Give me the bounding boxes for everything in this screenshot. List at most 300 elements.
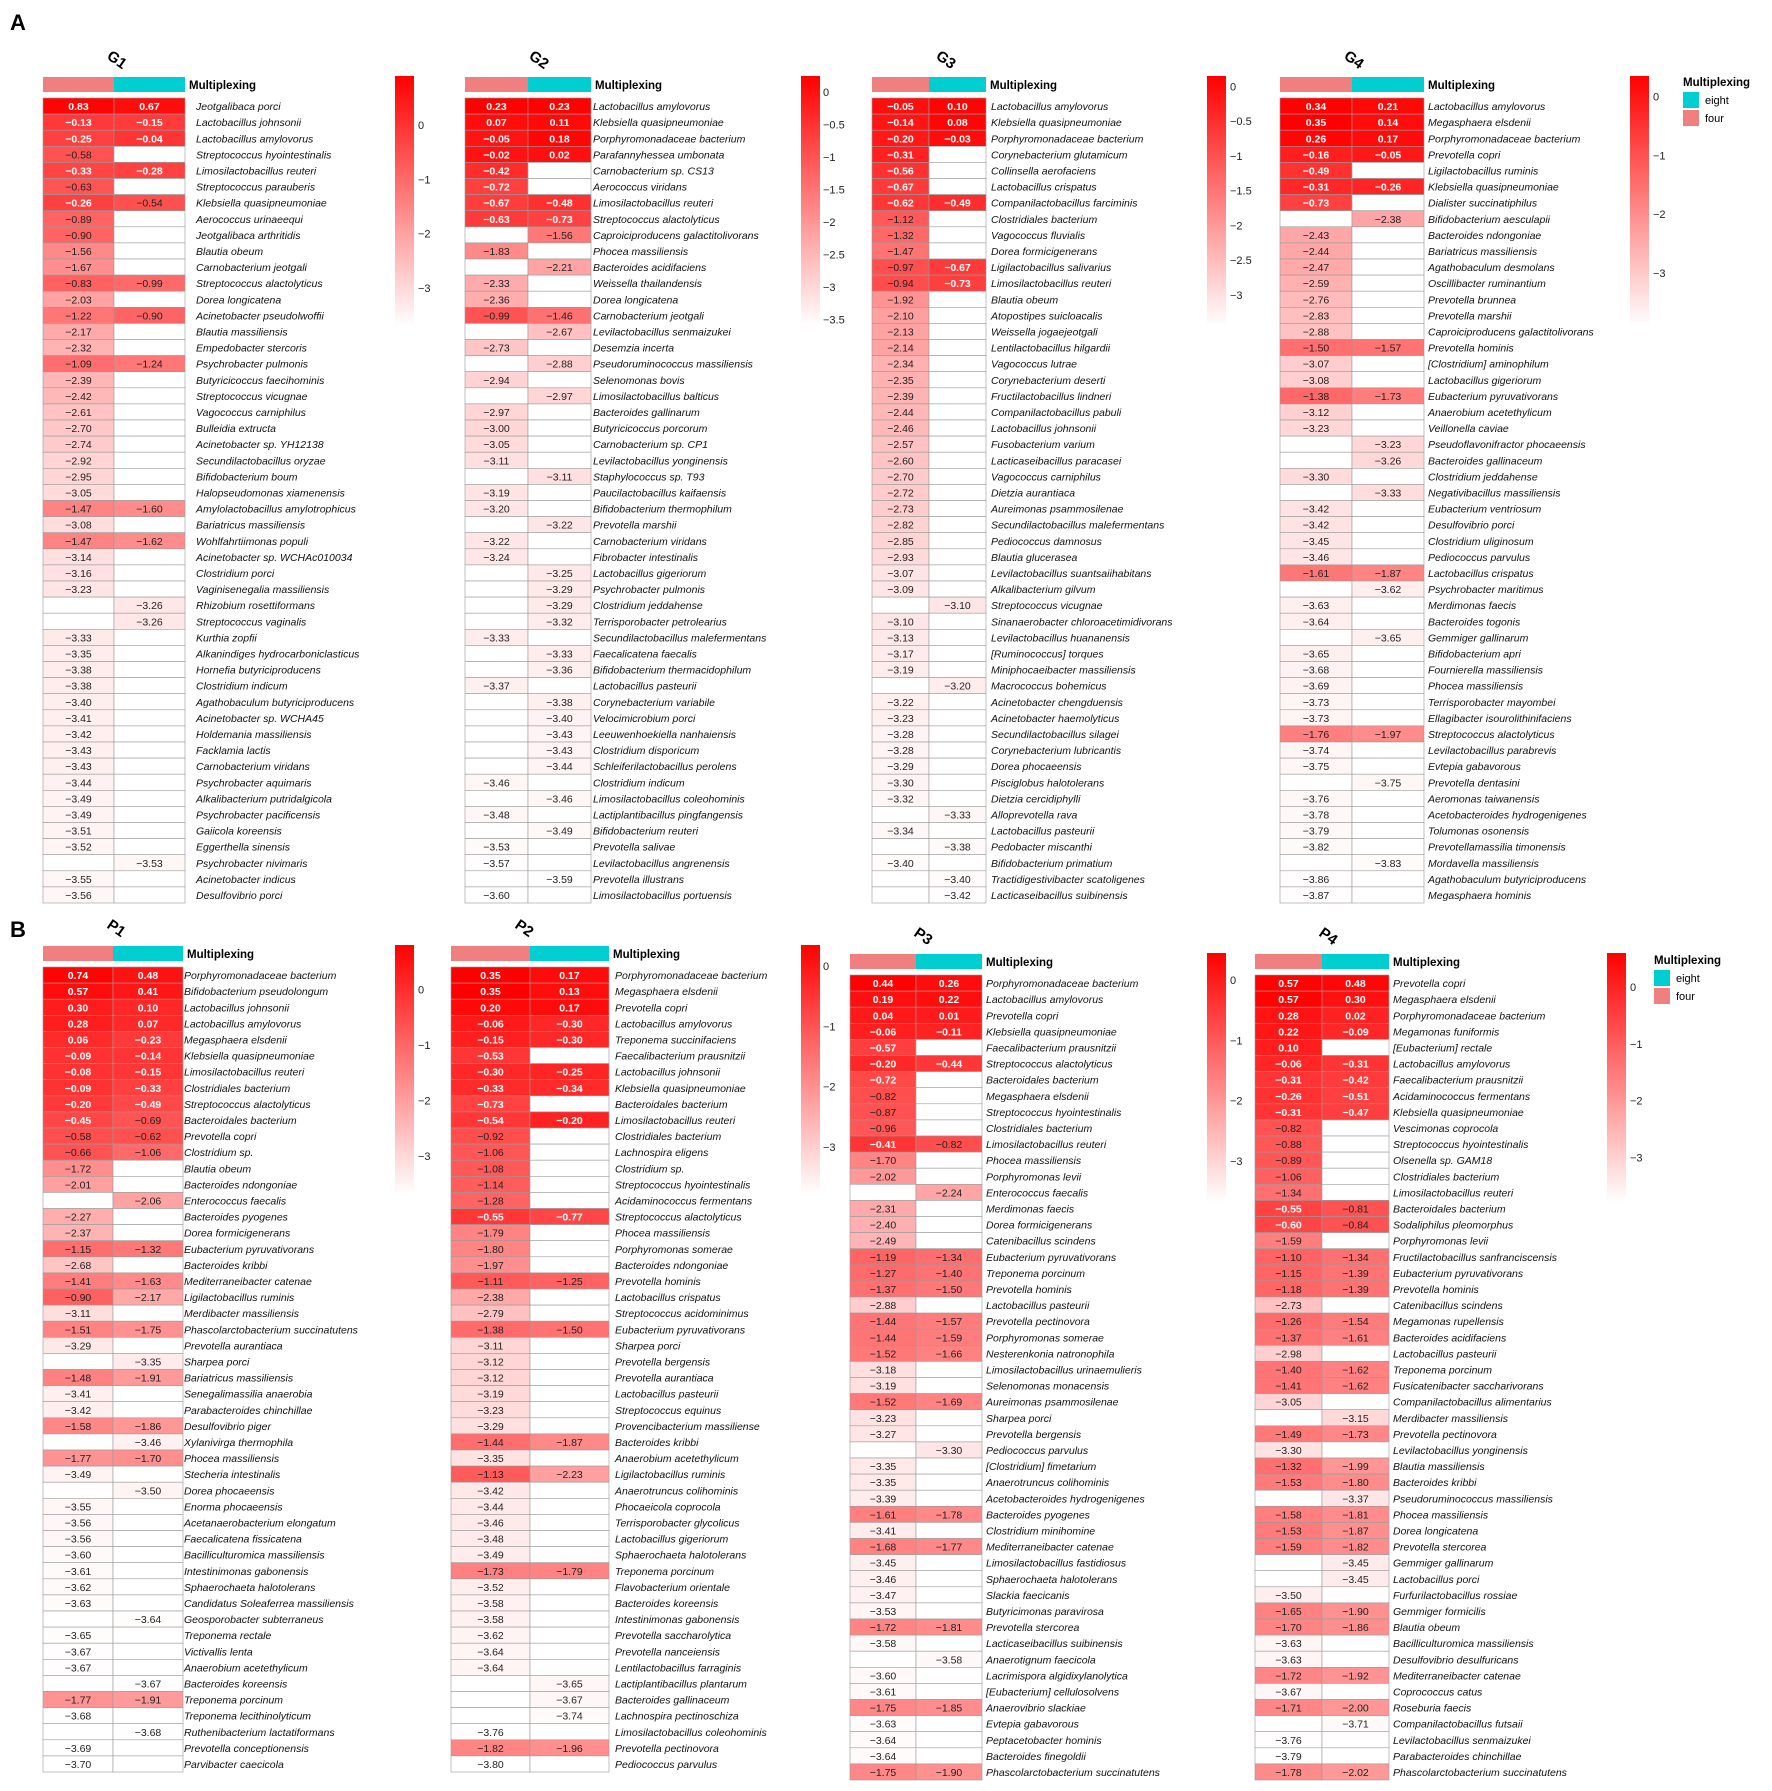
heatmap-cell (113, 1547, 183, 1563)
heatmap-cell (929, 388, 986, 404)
row-label: Carnobacterium sp. CP1 (593, 439, 708, 452)
row-label: Lactobacillus amylovorus (615, 1018, 733, 1031)
header-label: Multiplexing (187, 949, 255, 961)
cell-value: −0.06 (1275, 1058, 1302, 1071)
row-label: Gemmiger formicilis (1393, 1606, 1486, 1618)
row-label: Bacteroides kribbi (184, 1259, 268, 1272)
row-label: Prevotella copri (1428, 149, 1501, 162)
header-label: Multiplexing (990, 80, 1058, 92)
colorbar (801, 945, 820, 1195)
row-label: Bacteroides togonis (1428, 616, 1521, 629)
row-label: Pisciglobus halotolerans (991, 777, 1105, 790)
cell-value: −3.20 (944, 680, 971, 693)
cell-value: −0.09 (1342, 1026, 1369, 1039)
cell-value: −0.90 (65, 229, 92, 242)
row-label: Kurthia zopfii (196, 632, 257, 645)
heatmap-cell (916, 1716, 982, 1732)
cell-value: −0.62 (134, 1131, 162, 1144)
cell-value: 0.02 (549, 149, 570, 162)
cell-value: −1.06 (1275, 1171, 1302, 1184)
cell-value: −1.72 (64, 1163, 92, 1176)
cell-value: −1.63 (134, 1276, 162, 1288)
cell-value: −3.75 (1302, 761, 1330, 774)
colorbar (1207, 953, 1226, 1203)
heatmap-cell (916, 1217, 982, 1233)
heatmap-cell (929, 565, 986, 581)
row-label: Paucilactobacillus kaifaensis (593, 487, 727, 500)
cell-value: −3.37 (483, 680, 510, 693)
heatmap-cell (1352, 710, 1424, 726)
cell-value: −1.86 (134, 1420, 162, 1433)
row-label: [Clostridium] aminophilum (1428, 358, 1549, 371)
cell-value: −0.82 (935, 1139, 963, 1152)
row-label: Megasphaera elsdenii (1393, 994, 1496, 1007)
cell-value: −1.70 (134, 1453, 162, 1466)
cell-value: −1.10 (1275, 1251, 1302, 1264)
heatmap-cell (113, 1563, 183, 1579)
cell-value: −0.11 (936, 1026, 962, 1039)
cell-value: 0.17 (1377, 133, 1399, 146)
colorbar-tick-label: −2 (823, 217, 836, 230)
cell-value: −1.28 (477, 1195, 504, 1208)
cell-value: −0.99 (136, 278, 163, 291)
row-label: Phocea massiliensis (593, 246, 689, 258)
cell-value: −0.73 (1302, 197, 1330, 210)
cell-value: −3.82 (1302, 841, 1330, 854)
cell-value: −2.88 (869, 1300, 897, 1313)
row-label: Lactobacillus johnsonii (184, 1002, 290, 1015)
heatmap-cell (114, 323, 185, 339)
heatmap-cell (114, 662, 185, 678)
colorbar-tick-label: 0 (1230, 81, 1237, 94)
heatmap-cell (929, 162, 986, 178)
heatmap-cell (1352, 517, 1424, 533)
cell-value: −2.74 (65, 439, 92, 452)
heatmap-cell (1322, 1039, 1389, 1055)
heatmap-cell (1322, 1683, 1389, 1699)
heatmap-cell (530, 1353, 609, 1369)
row-label: Slackia faecicanis (986, 1589, 1070, 1602)
cell-value: −0.13 (65, 117, 92, 130)
cell-value: −3.19 (869, 1380, 897, 1393)
row-label: Sphaerochaeta halotolerans (615, 1549, 747, 1562)
heatmap-cell (929, 404, 986, 420)
heatmap-cell (929, 452, 986, 468)
heatmap-cell (1352, 468, 1424, 484)
row-label: Bacteroides ndongoniae (184, 1179, 298, 1192)
cell-value: −0.09 (64, 1082, 92, 1095)
row-label: Terrisporobacter mayombei (1428, 696, 1556, 709)
cell-value: −3.08 (1302, 374, 1330, 387)
cell-value: −2.70 (65, 423, 92, 436)
row-label: Phascolarctobacterium succinatutens (986, 1767, 1160, 1779)
cell-value: −1.77 (935, 1541, 963, 1554)
heatmap-cell (114, 887, 185, 903)
heatmap-cell (1352, 597, 1424, 613)
heatmap-cell (916, 1410, 982, 1426)
row-label: Aerococcus viridans (593, 181, 687, 194)
row-label: Geosporobacter subterraneus (184, 1614, 324, 1627)
heatmap-cell (916, 1732, 982, 1748)
cell-value: −0.26 (1374, 181, 1402, 194)
cell-value: −1.65 (1275, 1606, 1302, 1618)
row-label: [Eubacterium] cellulosolvens (986, 1686, 1120, 1699)
heatmap-cell (465, 662, 528, 678)
cell-value: −1.47 (65, 535, 92, 548)
row-label: Lactiplantibacillus plantarum (615, 1678, 747, 1691)
row-label: Limosilactobacillus urinaemulieris (986, 1364, 1142, 1377)
heatmap-cell (530, 1386, 609, 1402)
cell-value: −3.46 (869, 1573, 897, 1586)
row-label: Clostridium porci (196, 568, 275, 580)
row-label: Staphylococcus sp. T93 (593, 471, 705, 484)
heatmap-cell (465, 227, 528, 243)
colorbar-tick-label: −0.5 (1230, 116, 1252, 129)
heatmap-cell (850, 1442, 916, 1458)
row-label: Bifidobacterium primatium (991, 857, 1113, 870)
cell-value: −0.49 (134, 1098, 162, 1111)
cell-value: −0.25 (556, 1066, 583, 1079)
header-label: Multiplexing (189, 80, 257, 92)
row-label: Anaerotignum faecicola (986, 1654, 1096, 1667)
panel-title: P3 (910, 924, 936, 949)
cell-value: −0.08 (64, 1066, 92, 1079)
heatmap-cell (916, 1635, 982, 1651)
heatmap-cell (114, 806, 185, 822)
row-label: Bacteroides ndongoniae (1428, 229, 1542, 242)
cell-value: −1.46 (546, 310, 573, 323)
cell-value: −0.90 (136, 310, 163, 323)
header-cell-four (465, 77, 528, 92)
colorbar-tick-label: 0 (418, 984, 425, 997)
row-label: Corynebacterium lubricantis (991, 745, 1122, 758)
row-label: Prevotella pectinovora (615, 1742, 719, 1755)
cell-value: −3.12 (1302, 407, 1330, 419)
row-label: Catenibacillus scindens (986, 1235, 1096, 1248)
row-label: Levilactobacillus parabrevis (1428, 745, 1557, 758)
cell-value: −0.63 (483, 213, 510, 226)
cell-value: −1.61 (1302, 568, 1330, 580)
cell-value: −1.97 (477, 1259, 504, 1272)
cell-value: −1.87 (1374, 568, 1402, 580)
cell-value: −0.06 (869, 1026, 897, 1039)
row-label: Oscillibacter ruminantium (1428, 278, 1546, 291)
heatmap-cell (1352, 533, 1424, 549)
cell-value: −3.49 (65, 793, 92, 806)
heatmap-cell (1352, 678, 1424, 694)
cell-value: −0.89 (65, 213, 92, 226)
row-label: Acidaminococcus fermentans (1393, 1090, 1531, 1103)
row-label: Anaerovibrio slackiae (986, 1702, 1086, 1715)
heatmap-cell (530, 1192, 609, 1208)
row-label: Clostridium indicum (196, 680, 288, 693)
cell-value: −0.30 (556, 1018, 583, 1031)
cell-value: −3.60 (64, 1549, 92, 1562)
cell-value: −3.28 (887, 729, 914, 741)
row-label: Streptococcus vicugnae (196, 390, 308, 403)
cell-value: −2.39 (65, 374, 92, 387)
cell-value: −3.25 (546, 568, 573, 580)
heatmap-cell (1352, 356, 1424, 372)
cell-value: −2.35 (887, 374, 914, 387)
heatmap-cell (465, 388, 528, 404)
heatmap-cell (530, 1305, 609, 1321)
row-label: Bifidobacterium thermacidophilum (593, 664, 752, 677)
row-label: Bacteroidales bacterium (1393, 1203, 1506, 1216)
cell-value: −2.88 (546, 358, 573, 371)
row-label: Caproiciproducens galactitolivorans (593, 229, 759, 242)
row-label: Anaerobium acetethylicum (1428, 407, 1552, 419)
cell-value: −1.54 (1342, 1316, 1369, 1329)
row-label: Holdemania massiliensis (196, 729, 312, 741)
row-label: Megasphaera hominis (1428, 890, 1532, 902)
row-label: Lactobacillus amylovorus (1428, 101, 1546, 114)
row-label: Levilactobacillus angrenensis (593, 857, 730, 870)
cell-value: −1.39 (1342, 1284, 1369, 1296)
row-label: Butyricicoccus faecihominis (196, 374, 325, 387)
cell-value: −1.37 (869, 1284, 897, 1296)
cell-value: −3.57 (483, 857, 510, 870)
cell-value: −3.30 (935, 1445, 963, 1457)
heatmap-cell (1352, 613, 1424, 629)
row-label: Lentilactobacillus farraginis (615, 1662, 742, 1675)
row-label: Merdibacter massiliensis (184, 1308, 299, 1321)
heatmap-cell (114, 645, 185, 661)
colorbar-tick-label: −1.5 (1230, 185, 1252, 198)
cell-value: −3.59 (546, 873, 573, 886)
cell-value: −3.26 (1374, 455, 1402, 468)
colorbar-tick-label: −2 (1630, 1095, 1643, 1108)
row-label: Bacteroides acidifaciens (1393, 1332, 1507, 1345)
panel-title: P2 (511, 916, 537, 941)
cell-value: −0.05 (887, 101, 914, 114)
row-label: Intestinimonas gabonensis (615, 1614, 740, 1627)
row-label: Bifidobacterium thermophilum (593, 503, 732, 516)
heatmap-cell (114, 839, 185, 855)
heatmap-cell (1280, 581, 1352, 597)
heatmap-cell (114, 871, 185, 887)
row-label: Companilactobacillus alimentarius (1393, 1396, 1552, 1409)
cell-value: −1.85 (935, 1702, 963, 1715)
cell-value: −1.53 (1275, 1525, 1302, 1538)
cell-value: −0.55 (1275, 1203, 1302, 1216)
row-label: Eubacterium pyruvativorans (615, 1324, 746, 1337)
heatmap-cell (530, 1531, 609, 1547)
row-label: Levilactobacillus yonginensis (593, 455, 728, 468)
cell-value: 0.14 (1377, 117, 1399, 130)
heatmap-cell (113, 1386, 183, 1402)
colorbar-tick-label: −3.5 (823, 314, 845, 327)
heatmap-cell (113, 1498, 183, 1514)
cell-value: −0.14 (134, 1050, 162, 1063)
row-label: Desulfovibrio porci (196, 890, 283, 902)
row-label: Selenomonas bovis (593, 374, 685, 387)
cell-value: −3.20 (483, 503, 510, 516)
cell-value: −3.23 (869, 1412, 897, 1425)
row-label: Jeotgalibaca porci (196, 101, 281, 114)
row-label: Prevotella aurantiaca (184, 1340, 283, 1353)
cell-value: −1.58 (64, 1420, 92, 1433)
heatmap-cell (1352, 372, 1424, 388)
heatmap-cell (916, 1104, 982, 1120)
heatmap-cell (113, 1160, 183, 1176)
cell-value: 0.28 (67, 1018, 89, 1031)
heatmap-panel-p3 (850, 924, 1243, 1780)
heatmap-cell (929, 468, 986, 484)
heatmap-cell (1352, 549, 1424, 565)
cell-value: −3.63 (64, 1598, 92, 1610)
heatmap-cell (465, 356, 528, 372)
cell-value: −3.65 (1302, 648, 1330, 661)
cell-value: −3.11 (546, 471, 573, 484)
heatmap-cell (113, 1305, 183, 1321)
colorbar-tick-label: −1.5 (823, 184, 845, 197)
cell-value: −2.34 (887, 358, 914, 371)
cell-value: −0.26 (1275, 1090, 1302, 1103)
cell-value: 0.22 (1278, 1026, 1299, 1039)
cell-value: 0.67 (139, 101, 160, 114)
row-label: Porphyromonadaceae bacterium (593, 133, 746, 146)
row-label: Mediterraneibacter catenae (986, 1541, 1114, 1554)
colorbar-tick-label: −3 (418, 282, 431, 295)
cell-value: −3.32 (546, 616, 573, 629)
row-label: Bariatricus massiliensis (184, 1372, 294, 1385)
colorbar-tick-label: −2 (1230, 1095, 1243, 1108)
heatmap-cell (528, 887, 591, 903)
cell-value: −1.38 (1302, 390, 1330, 403)
row-label: Anaerobium acetethylicum (615, 1453, 739, 1466)
cell-value: −3.49 (64, 1469, 92, 1482)
cell-value: −3.29 (887, 761, 914, 774)
cell-value: −0.49 (1302, 165, 1330, 178)
row-label: Bifidobacterium apri (1428, 648, 1521, 661)
row-label: Limosilactobacillus portuensis (593, 890, 732, 902)
row-label: Prevotella stercorea (986, 1622, 1080, 1635)
row-label: Lactobacillus pasteurii (986, 1300, 1090, 1313)
row-label: Companilactobacillus farciminis (991, 197, 1138, 210)
heatmap-cell (872, 806, 929, 822)
cell-value: −0.82 (869, 1090, 897, 1103)
cell-value: −3.61 (64, 1565, 92, 1578)
cell-value: −1.62 (1342, 1380, 1369, 1393)
cell-value: −2.23 (556, 1469, 583, 1482)
row-label: Prevotella pectinovora (1393, 1428, 1497, 1441)
row-label: Limosilactobacillus reuteri (991, 278, 1112, 291)
cell-value: −1.09 (65, 358, 92, 371)
colorbar (1207, 76, 1226, 326)
row-label: Psychrobacter maritimus (1428, 584, 1544, 597)
row-label: Prevotella saccharolytica (615, 1630, 732, 1643)
heatmap-cell (114, 484, 185, 500)
header-cell-four (43, 946, 113, 961)
cell-value: −0.25 (65, 133, 92, 146)
cell-value: −3.26 (136, 616, 163, 629)
cell-value: 0.02 (1345, 1010, 1366, 1023)
row-label: Wohlfahrtiimonas populi (196, 535, 309, 548)
legend-swatch-four (1683, 110, 1699, 126)
heatmap-cell (929, 484, 986, 500)
heatmap-cell (530, 1627, 609, 1643)
heatmap-cell (1322, 1168, 1389, 1184)
cell-value: −2.10 (887, 310, 914, 323)
heatmap-cell (916, 1474, 982, 1490)
row-label: Macrococcus bohemicus (991, 680, 1107, 693)
cell-value: 0.17 (559, 970, 580, 983)
row-label: Sharpea porci (184, 1356, 250, 1369)
heatmap-cell (530, 1128, 609, 1144)
row-label: Agathobaculum butyriciproducens (196, 696, 355, 709)
row-label: Dorea longicatena (1393, 1525, 1479, 1538)
panel-title: G4 (1340, 47, 1367, 73)
cell-value: −0.58 (65, 149, 92, 162)
row-label: Clostridium minihomine (986, 1525, 1096, 1538)
heatmap-cell (114, 227, 185, 243)
cell-value: −1.73 (477, 1565, 504, 1578)
heatmap-cell (1322, 1635, 1389, 1651)
row-label: Prevotella marshii (1428, 310, 1512, 323)
cell-value: −0.48 (546, 197, 573, 210)
heatmap-cell (1352, 227, 1424, 243)
row-label: [Eubacterium] rectale (1393, 1042, 1493, 1055)
row-label: Prevotella aurantiaca (615, 1372, 714, 1385)
heatmap-cell (528, 806, 591, 822)
heatmap-cell (929, 662, 986, 678)
cell-value: −0.66 (64, 1147, 92, 1160)
row-label: Anaerobium acetethylicum (184, 1662, 308, 1675)
heatmap-cell (916, 1490, 982, 1506)
cell-value: −2.01 (64, 1179, 92, 1192)
heatmap-cell (1352, 420, 1424, 436)
cell-value: −3.46 (477, 1517, 504, 1530)
row-label: Coprococcus catus (1393, 1686, 1483, 1699)
heatmap-cell (1352, 742, 1424, 758)
heatmap-cell (916, 1426, 982, 1442)
cell-value: −2.14 (887, 342, 914, 355)
cell-value: −1.91 (134, 1694, 162, 1707)
heatmap-cell (1352, 790, 1424, 806)
cell-value: −2.85 (887, 535, 914, 548)
heatmap-cell (916, 1072, 982, 1088)
cell-value: −3.75 (1374, 777, 1402, 790)
heatmap-cell (929, 533, 986, 549)
cell-value: −3.45 (869, 1557, 897, 1570)
cell-value: −3.41 (869, 1525, 897, 1538)
colorbar-tick-label: −2.5 (1230, 255, 1252, 268)
header-label: Multiplexing (986, 957, 1054, 969)
cell-value: −0.88 (1275, 1139, 1302, 1152)
cell-value: −3.50 (1275, 1589, 1302, 1602)
cell-value: −1.91 (134, 1372, 162, 1385)
cell-value: −1.79 (477, 1227, 504, 1240)
row-label: Bacteroidales bacterium (184, 1115, 297, 1127)
cell-value: −3.33 (944, 809, 971, 822)
heatmap-cell (43, 1434, 113, 1450)
cell-value: −1.97 (1374, 729, 1402, 741)
header-label: Multiplexing (1428, 80, 1496, 92)
cell-value: −0.44 (935, 1058, 963, 1071)
heatmap-cell (929, 823, 986, 839)
row-label: Blautia obeum (184, 1163, 252, 1176)
heatmap-cell (530, 1643, 609, 1659)
heatmap-cell (465, 871, 528, 887)
row-label: Psychrobacter pulmonis (593, 584, 706, 597)
cell-value: −3.63 (869, 1718, 897, 1731)
row-label: Fructilactobacillus lindneri (991, 390, 1112, 403)
heatmap-cell (929, 645, 986, 661)
row-label: Klebsiella quasipneumoniae (196, 197, 327, 210)
heatmap-cell (1322, 1587, 1389, 1603)
heatmap-cell (528, 340, 591, 356)
